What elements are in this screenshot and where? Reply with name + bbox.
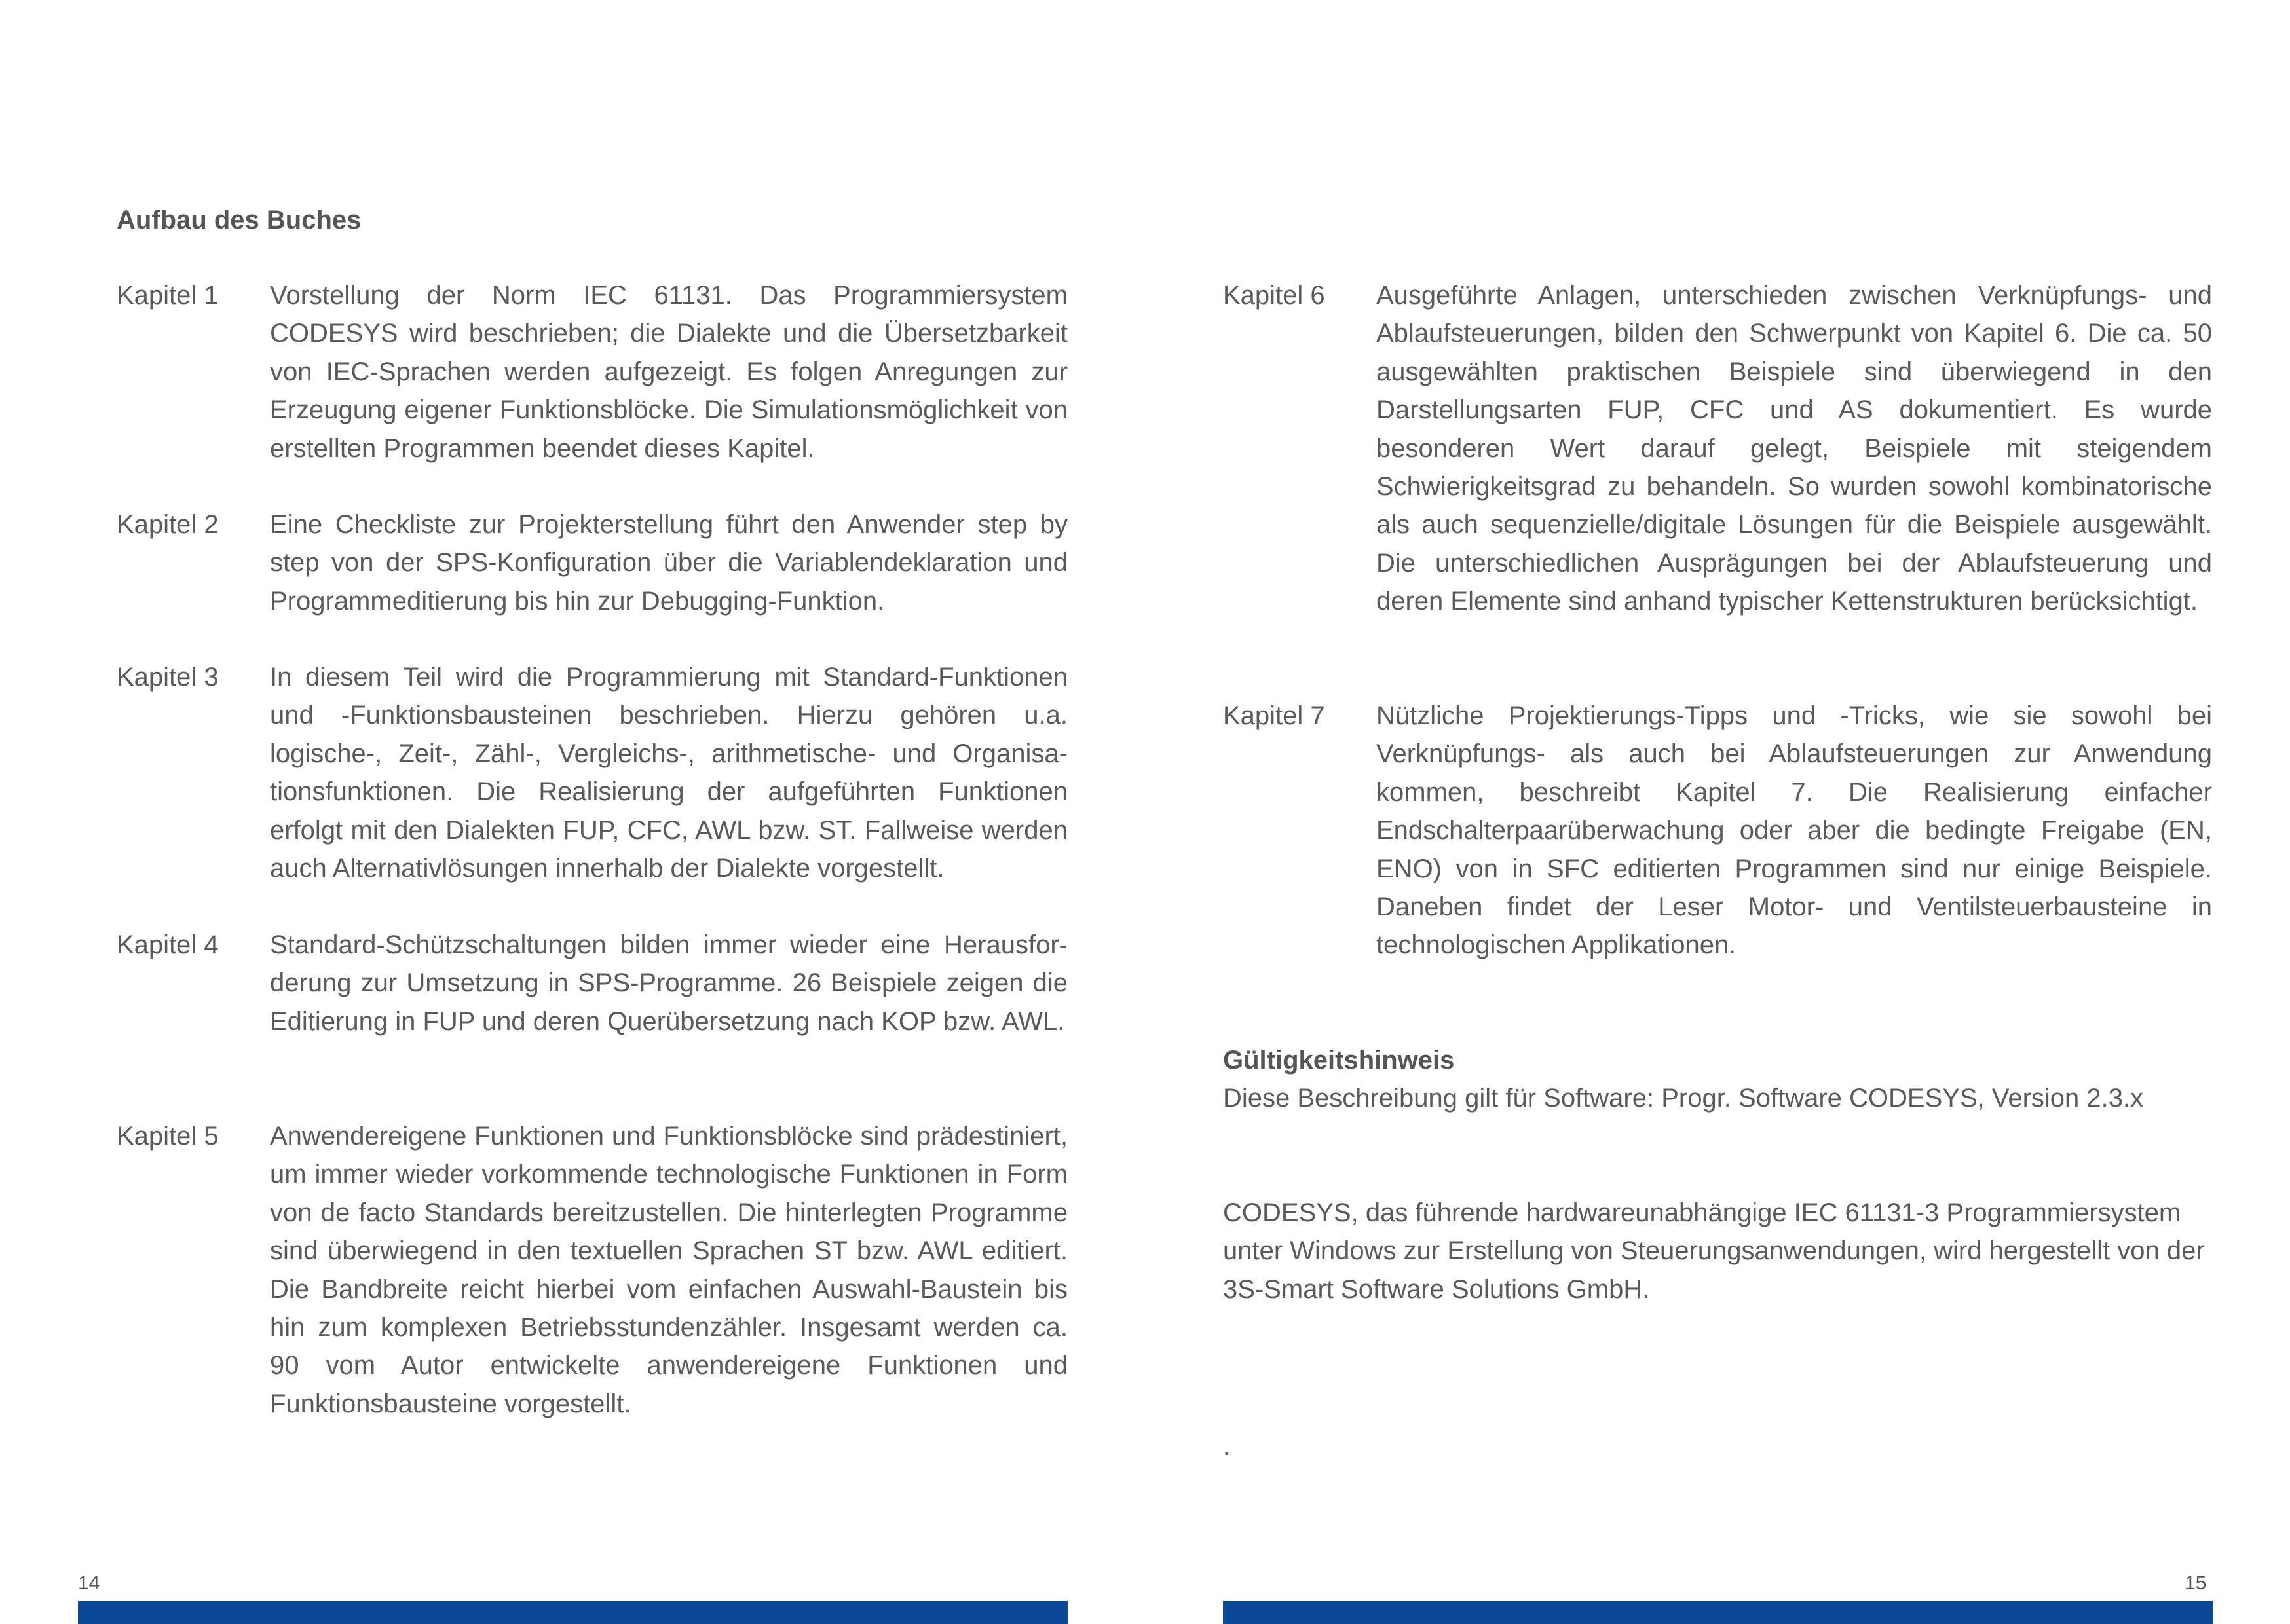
chapter-text: Vorstellung der Norm IEC 61131. Das Programmiersystem CODESYS wird beschrieben; die Dialekte und die Übersetzbarkeit von IEC-Sprachen werden aufgezeigt. Es folgen Anregungen zur Erzeugung eigener Funktionsblöcke. Die Simulationsmöglichkeit von erstellten Programmen beendet dieses Kapitel.: [270, 281, 1068, 463]
chapter-label: Kapitel 4: [117, 931, 219, 959]
chapter-6: [1223, 276, 2212, 621]
page-number: 14: [78, 1572, 100, 1594]
validity-heading: Gültigkeitshinweis: [1223, 1046, 1455, 1075]
chapter-text: Nützliche Projektierungs-Tipps und -Tricks, wie sie sowohl bei Verknüpfungs- als auch bei Ablaufsteuerungen zur Anwendung kommen, beschreibt Kapitel 7. Die Realisierung einfacher Endschalterpaarüberwachung oder aber die bedingte Freigabe (EN, ENO) von in SFC editierten Programmen sind nur einige Beispiele. Daneben findet der Leser Motor- und Ventilsteuerbausteine in technologischen Applikationen.: [1376, 701, 2212, 960]
chapter-label: Kapitel 1: [117, 281, 219, 310]
page-number: 15: [2185, 1572, 2207, 1594]
footer-bar: [1223, 1601, 2213, 1624]
chapter-text: Eine Checkliste zur Projekterstellung führt den Anwender step by step von der SPS-Konfiguration über die Variablendeklaration und Programmeditierung bis hin zur Debugging-Funktion.: [270, 510, 1068, 616]
validity-text: Diese Beschreibung gilt für Software: Progr. Software CODESYS, Version 2.3.x: [1223, 1084, 2144, 1113]
chapter-label: Kapitel 5: [117, 1122, 219, 1151]
chapter-label: Kapitel 6: [1223, 281, 1325, 310]
chapter-text: In diesem Teil wird die Programmierung mit Standard-Funktionen und -Funktionsbausteinen beschrieben. Hierzu gehören u.a. logische-, Zeit-, Zähl-, Vergleichs-, arithmetische- und Organisationsfunktionen. Die Realisierung der aufgeführten Funktionen erfolgt mit den Dialekten FUP, CFC, AWL bzw. ST. Fallweise werden auch Alternativlösungen innerhalb der Dialekte vorgestellt.: [270, 663, 1068, 883]
trailing-dot: .: [1223, 1432, 1231, 1461]
section-heading: Aufbau des Buches: [117, 206, 362, 234]
chapter-7: [1223, 697, 2212, 965]
footer-bar: [78, 1601, 1068, 1624]
chapter-text: Ausgeführte Anlagen, unterschieden zwischen Verknüpfungs- und Ablaufsteuerungen, bilden den Schwerpunkt von Kapitel 6. Die ca. 50 ausgewählten praktischen Beispiele sind überwiegend in den Darstellungsarten FUP, CFC und AS dokumentiert. Es wurde besonderen Wert darauf gelegt, Beispiele mit steigendem Schwierigkeitsgrad zu behandeln. So wurden sowohl kombinatorische als auch sequenzielle/digitale Lösungen für die Beispiele ausgewählt. Die unterschiedlichen Ausprägungen bei der Ablaufsteuerung und deren Elemente sind anhand typischer Kettenstrukturen berücksichtigt.: [1376, 281, 2212, 616]
chapter-1: [117, 276, 1068, 468]
chapter-5: [117, 1117, 1068, 1423]
chapter-label: Kapitel 3: [117, 663, 219, 692]
chapter-label: Kapitel 7: [1223, 701, 1325, 730]
codesys-paragraph: CODESYS, das führende hardwareunabhängige IEC 61131-3 Programmiersystem unter Windows zur Erstellung von Steuerungsanwendungen, wird hergestellt von der 3S-Smart Software Solutions GmbH.: [1223, 1198, 2205, 1304]
chapter-3: [117, 658, 1068, 887]
right-page: [1145, 0, 2290, 1624]
chapter-2: [117, 506, 1068, 620]
chapter-4: [117, 926, 1068, 1041]
chapter-text: Standard-Schützschaltungen bilden immer wieder eine Herausforderung zur Umsetzung in SPS-Programme. 26 Beispiele zeigen die Editierung in FUP und deren Querübersetzung nach KOP bzw. AWL.: [270, 931, 1068, 1036]
chapter-label: Kapitel 2: [117, 510, 219, 539]
chapter-text: Anwendereigene Funktionen und Funktionsblöcke sind prädestiniert, um immer wieder vorkommende technologische Funktionen in Form von de facto Standards bereitzustellen. Die hinterlegten Programme sind überwiegend in den textuellen Sprachen ST bzw. AWL editiert. Die Bandbreite reicht hierbei vom einfachen Auswahl-Baustein bis hin zum komplexen Betriebsstundenzähler. Insgesamt werden ca. 90 vom Autor entwickelte anwendereigene Funktionen und Funktionsbausteine vorgestellt.: [270, 1122, 1068, 1418]
